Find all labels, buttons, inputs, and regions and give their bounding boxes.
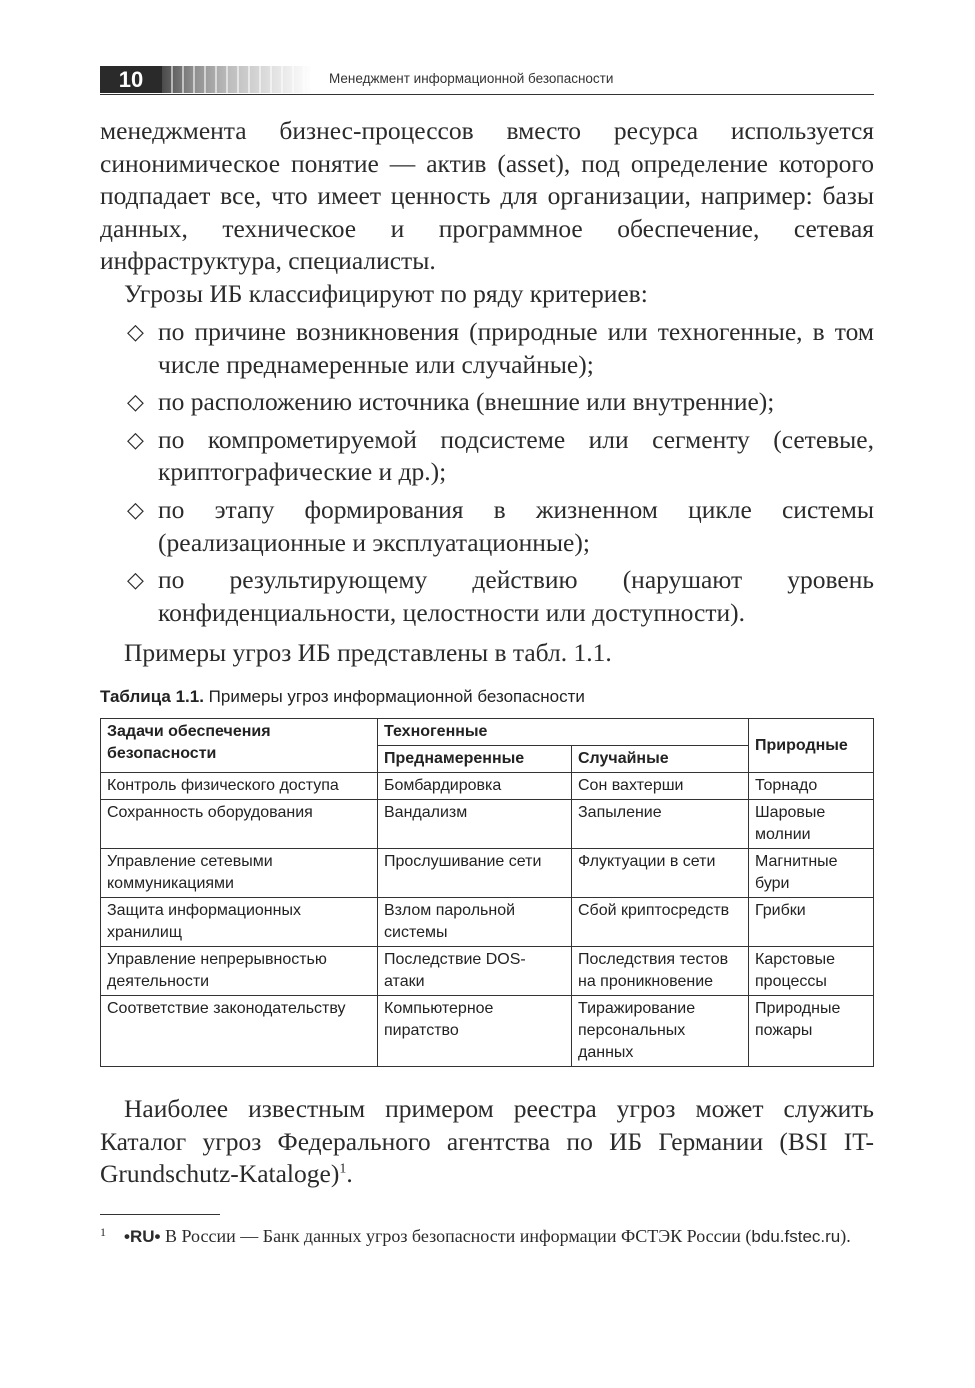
- table-row: [101, 849, 874, 898]
- table-cell: Контроль физического доступа: [101, 773, 378, 800]
- header-technogenic: Техногенные: [378, 719, 749, 746]
- diamond-bullet-icon: ◇: [127, 567, 144, 593]
- threats-table: [100, 718, 874, 1067]
- header-natural: Природные: [749, 719, 874, 773]
- paragraph-end-punct: .: [346, 1159, 353, 1189]
- header-intentional: Преднамеренные: [378, 746, 572, 773]
- table-caption-label: Таблица 1.1.: [100, 687, 204, 706]
- table-cell: Компьютерное пиратство: [378, 996, 572, 1067]
- table-row: [101, 947, 874, 996]
- table-cell: Прослушивание сети: [378, 849, 572, 898]
- table-cell: Сон вахтерши: [572, 773, 749, 800]
- page-header: [100, 66, 874, 95]
- table-cell: Грибки: [749, 898, 874, 947]
- header-gradient-bar: [162, 66, 312, 93]
- list-item: [100, 564, 874, 629]
- footnote: [100, 1224, 874, 1249]
- table-cell: Запыление: [572, 800, 749, 849]
- criteria-list: [100, 316, 874, 634]
- page-number: 10: [100, 66, 162, 93]
- table-cell: Бомбардировка: [378, 773, 572, 800]
- table-caption-text: Примеры угроз информационной безопасности: [208, 687, 585, 706]
- region-tag: •RU•: [124, 1227, 161, 1246]
- table-cell: Защита информационных хранилищ: [101, 898, 378, 947]
- footnote-number: 1: [100, 1225, 106, 1239]
- paragraph-assets: [100, 115, 874, 311]
- diamond-bullet-icon: ◇: [127, 496, 144, 522]
- footnote-reference[interactable]: 1: [339, 1161, 347, 1177]
- table-cell: Флуктуации в сети: [572, 849, 749, 898]
- paragraph-threat-catalog-text: Наиболее известным примером реестра угроз может служить Каталог угроз Федерального агентства по ИБ Германии (BSI IT-Grundschutz-Kataloge): [100, 1094, 874, 1189]
- table-caption: [100, 687, 585, 707]
- header-tasks: Задачи обеспечения безопасности: [101, 719, 378, 773]
- table-cell: Шаровые молнии: [749, 800, 874, 849]
- list-item: [100, 316, 874, 381]
- table-cell: Последствие DOS-атаки: [378, 947, 572, 996]
- table-cell: Тиражирование персональных данных: [572, 996, 749, 1067]
- footnote-link[interactable]: bdu.fstec.ru: [751, 1227, 841, 1246]
- paragraph-assets-text: менеджмента бизнес-процессов вместо ресурса используется синонимическое понятие — актив (asset), под определение которого подпадает все, что имеет ценность для организации, например: базы данных, техническое и программное обеспечение, сетевая инфраструктура, специалисты.: [100, 116, 874, 276]
- list-item-text: по причине возникновения (природные или техногенные, в том числе преднамеренные или случайные);: [158, 317, 874, 379]
- table-cell: Взлом парольной системы: [378, 898, 572, 947]
- table-cell: Соответствие законодательству: [101, 996, 378, 1067]
- table-cell: Последствия тестов на проникновение: [572, 947, 749, 996]
- table-header-row: [101, 719, 874, 746]
- table-cell: Природные пожары: [749, 996, 874, 1067]
- diamond-bullet-icon: ◇: [127, 426, 144, 452]
- table-row: [101, 773, 874, 800]
- footnote-text: В России — Банк данных угроз безопасности информации ФСТЭК России (: [164, 1226, 752, 1246]
- paragraph-threat-catalog: [100, 1093, 874, 1191]
- list-item: [100, 424, 874, 489]
- table-row: [101, 800, 874, 849]
- list-item-text: по этапу формирования в жизненном цикле системы (реализационные и эксплуатационные);: [158, 494, 874, 557]
- table-cell: Управление сетевыми коммуникациями: [101, 849, 378, 898]
- table-cell: Вандализм: [378, 800, 572, 849]
- header-accidental: Случайные: [572, 746, 749, 773]
- list-item: [100, 386, 874, 419]
- table-row: [101, 898, 874, 947]
- footnote-divider: [100, 1214, 220, 1215]
- list-item: [100, 494, 874, 559]
- table-cell: Сбой криптосредств: [572, 898, 749, 947]
- paragraph-criteria-intro: Угрозы ИБ классифицируют по ряду критериев:: [124, 278, 648, 308]
- diamond-bullet-icon: ◇: [127, 319, 144, 344]
- table-cell: Торнадо: [749, 773, 874, 800]
- table-row: [101, 996, 874, 1067]
- table-cell: Карстовые процессы: [749, 947, 874, 996]
- list-item-text: по результирующему действию (нарушают уровень конфиденциальности, целостности или доступности).: [158, 565, 874, 627]
- list-item-text: по расположению источника (внешние или внутренние);: [158, 387, 775, 417]
- paragraph-table-reference: Примеры угроз ИБ представлены в табл. 1.1.: [124, 638, 612, 667]
- footnote-body: [124, 1224, 874, 1249]
- diamond-bullet-icon: ◇: [127, 389, 144, 415]
- footnote-text-end: ).: [840, 1226, 851, 1246]
- table-cell: Управление непрерывностью деятельности: [101, 947, 378, 996]
- list-item-text: по компрометируемой подсистеме или сегменту (сетевые, криптографические и др.);: [158, 424, 874, 487]
- table-cell: Сохранность оборудования: [101, 800, 378, 849]
- running-title: Менеджмент информационной безопасности: [329, 71, 614, 86]
- table-cell: Магнитные бури: [749, 849, 874, 898]
